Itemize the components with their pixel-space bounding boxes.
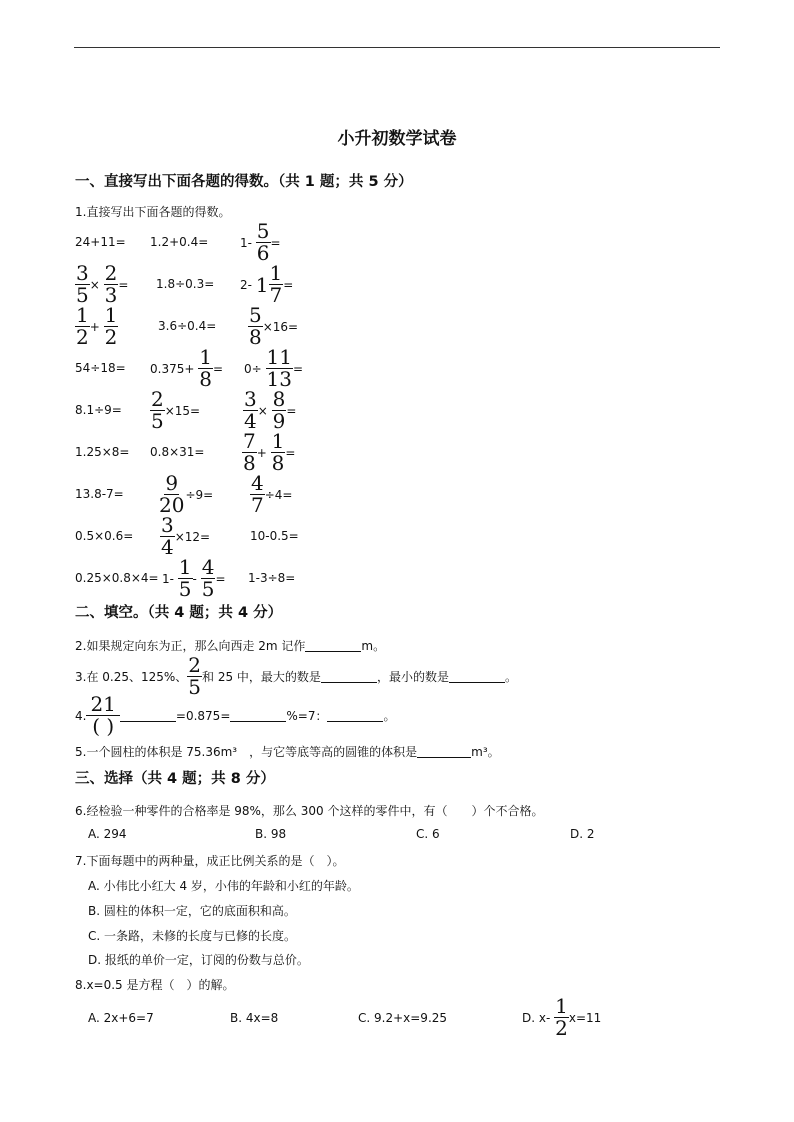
fraction: $\frac{1}{8}$	[271, 429, 285, 475]
q1-r7-a: 13.8-7=	[75, 487, 124, 501]
fraction: $\frac{9}{20}$	[159, 471, 185, 517]
q2: 2.如果规定向东为正，那么向西走 2m 记作 m。	[75, 639, 386, 653]
q1-r6-b: 0.8×31=	[150, 445, 205, 459]
answer-blank[interactable]	[449, 670, 505, 683]
q7-option-a[interactable]: A. 小伟比小红大 4 岁，小伟的年龄和小红的年龄。	[88, 879, 359, 893]
q1-r6-a: 1.25×8=	[75, 445, 130, 459]
fraction: $\frac{3}{4}$	[161, 513, 174, 559]
q1-r8-b: $\frac{3}{4}$ ×12=	[161, 513, 211, 559]
q6-option-b[interactable]: B. 98	[255, 827, 287, 841]
fraction: $\frac{2}{3}$	[104, 261, 118, 307]
q1-r3-c: $\frac{5}{8}$ ×16=	[249, 303, 299, 349]
q1-r7-b: $\frac{9}{20}$ ÷9=	[159, 471, 214, 517]
fraction: $\frac{1}{2}$	[555, 994, 568, 1040]
q1-r6-c: $\frac{7}{8}$ + $\frac{1}{8}$ =	[243, 429, 296, 475]
fraction: $\frac{3}{5}$	[76, 261, 89, 307]
fraction: $\frac{11}{13}$	[266, 345, 292, 391]
answer-blank[interactable]	[230, 709, 286, 722]
q1-r8-c: 10-0.5=	[250, 529, 299, 543]
q8-option-c[interactable]: C. 9.2+x=9.25	[358, 1011, 448, 1025]
q6-option-d[interactable]: D. 2	[570, 827, 595, 841]
fraction: $\frac{3}{4}$	[244, 387, 257, 433]
q1-r2-c: 2- 1 $\frac{1}{7}$ =	[240, 261, 294, 307]
q1-r1-a: 24+11=	[75, 235, 126, 249]
fraction: $\frac{5}{6}$	[256, 219, 270, 265]
q1-r4-b: 0.375+ $\frac{1}{8}$ =	[150, 345, 224, 391]
answer-blank[interactable]	[305, 639, 361, 652]
q4: 4. $\frac{21}{( )}$ =0.875= %=7： 。	[75, 692, 396, 738]
fraction: $\frac{1}{7}$	[269, 261, 283, 307]
q1-r1-c: 1- $\frac{5}{6}$ =	[240, 219, 281, 265]
q1-r7-c: $\frac{4}{7}$ ÷4=	[251, 471, 293, 517]
fraction: $\frac{7}{8}$	[243, 429, 256, 475]
fraction: $\frac{4}{7}$	[251, 471, 264, 517]
q7-option-c[interactable]: C. 一条路，未修的长度与已修的长度。	[88, 929, 297, 943]
q1-r9-b: 1- $\frac{1}{5}$ - $\frac{4}{5}$ =	[162, 555, 226, 601]
q6-option-c[interactable]: C. 6	[416, 827, 440, 841]
fraction: $\frac{5}{8}$	[249, 303, 262, 349]
fraction: $\frac{1}{2}$	[76, 303, 89, 349]
answer-blank[interactable]	[321, 670, 377, 683]
q1-r3-a: $\frac{1}{2}$ + $\frac{1}{2}$	[76, 303, 118, 349]
q7-option-d[interactable]: D. 报纸的单价一定，订阅的份数与总价。	[88, 953, 309, 967]
section-3-heading: 三、选择（共 4 题；共 8 分）	[75, 771, 275, 787]
answer-blank[interactable]	[120, 709, 176, 722]
q1-r4-c: 0÷ $\frac{11}{13}$ =	[244, 345, 304, 391]
header-rule	[74, 47, 720, 48]
q1-stem: 1.直接写出下面各题的得数。	[75, 205, 231, 219]
fraction: $\frac{1}{8}$	[199, 345, 212, 391]
q7-option-b[interactable]: B. 圆柱的体积一定，它的底面积和高。	[88, 904, 296, 918]
section-2-heading: 二、填空。（共 4 题；共 4 分）	[75, 605, 283, 621]
q1-r9-a: 0.25×0.8×4=	[75, 571, 159, 585]
q6-option-a[interactable]: A. 294	[88, 827, 127, 841]
q1-r1-b: 1.2+0.4=	[150, 235, 209, 249]
q1-r5-c: $\frac{3}{4}$ × $\frac{8}{9}$ =	[244, 387, 297, 433]
fraction: $\frac{8}{9}$	[272, 387, 286, 433]
q3: 3.在 0.25、125%、 $\frac{2}{5}$ 和 25 中，最大的数是 ，最小的数是 。	[75, 653, 517, 699]
q8-stem: 8.x=0.5 是方程（ ）的解。	[75, 978, 235, 992]
q1-r9-c: 1-3÷8=	[248, 571, 296, 585]
q8-option-d[interactable]: D. x- $\frac{1}{2}$ x=11	[522, 994, 602, 1040]
fraction: $\frac{1}{2}$	[104, 303, 118, 349]
fraction: $\frac{2}{5}$	[151, 387, 164, 433]
q1-r2-a: $\frac{3}{5}$ × $\frac{2}{3}$ =	[76, 261, 129, 307]
q1-r8-a: 0.5×0.6=	[75, 529, 134, 543]
q1-r3-b: 3.6÷0.4=	[158, 319, 217, 333]
q6-stem: 6.经检验一种零件的合格率是 98%，那么 300 个这样的零件中，有（ ）个不合格。	[75, 804, 544, 818]
page-title: 小升初数学试卷	[337, 129, 457, 149]
q1-r4-a: 54÷18=	[75, 361, 126, 375]
fraction: $\frac{21}{( )}$	[86, 695, 119, 736]
answer-blank[interactable]	[327, 709, 383, 722]
fraction: $\frac{4}{5}$	[201, 555, 215, 601]
q7-stem: 7.下面每题中的两种量，成正比例关系的是（ ）。	[75, 854, 345, 868]
q8-option-b[interactable]: B. 4x=8	[230, 1011, 279, 1025]
q1-r5-b: $\frac{2}{5}$ ×15=	[151, 387, 201, 433]
fraction: $\frac{2}{5}$	[188, 653, 202, 699]
q1-r2-b: 1.8÷0.3=	[156, 277, 215, 291]
fraction: $\frac{1}{5}$	[178, 555, 192, 601]
section-1-heading: 一、直接写出下面各题的得数。（共 1 题；共 5 分）	[75, 174, 413, 190]
answer-blank[interactable]	[417, 745, 471, 758]
q5: 5.一个圆柱的体积是 75.36m³ ，与它等底等高的圆锥的体积是 m³。	[75, 745, 500, 759]
q1-r5-a: 8.1÷9=	[75, 403, 122, 417]
q8-option-a[interactable]: A. 2x+6=7	[88, 1011, 154, 1025]
